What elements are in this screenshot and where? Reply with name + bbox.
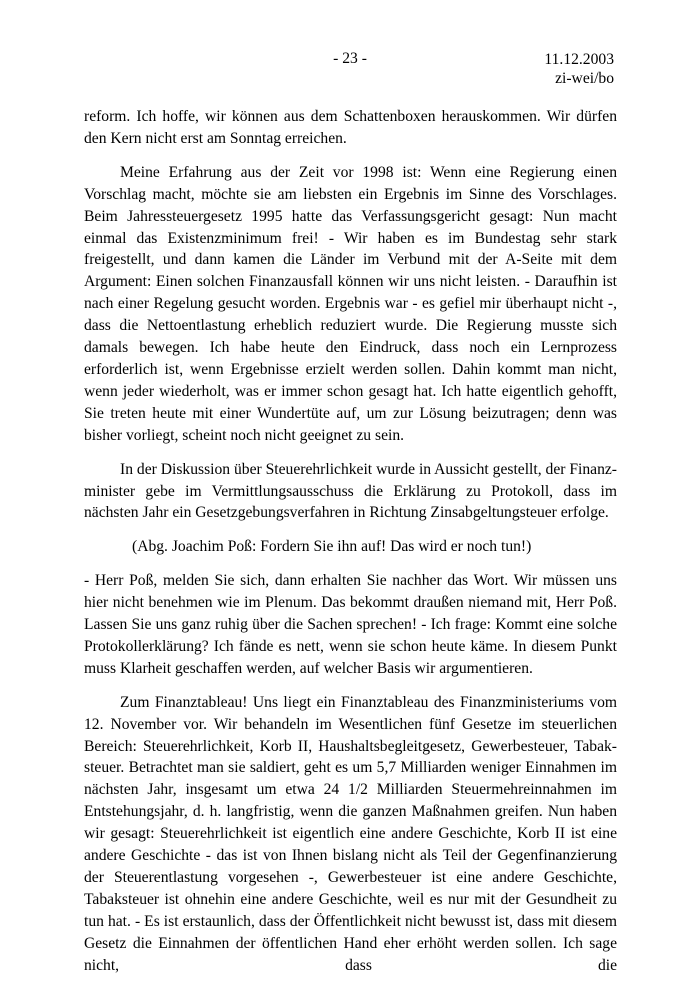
header-date: 11.12.2003 [544, 51, 614, 68]
paragraph: reform. Ich hoffe, wir können aus dem Schattenboxen herauskommen. Wir dürfen den Kern nicht erst am Sonntag erreichen. [84, 108, 617, 147]
paragraph: Meine Erfahrung aus der Zeit vor 1998 ist: Wenn eine Regierung einen Vorschlag macht, möchte sie am liebsten ein Ergebnis im Sinne des Vorschlages. Beim Jahressteuergesetz 1995 hatte das Verfassungsgericht gesagt: Nun macht einmal das Existenzminimum frei! - Wir haben es im Bundestag sehr stark freigestellt, und dann kamen die Länder im Verbund mit der A-Seite mit dem Argument: Einen solchen Finanzausfall können wir uns nicht leisten. - Daraufhin ist nach einer Regelung gesucht worden. Ergebnis war - es gefiel mir überhaupt nicht -, dass die Nettoentlastung erheblich reduziert wurde. Die Regierung musste sich damals bewegen. Ich habe heute den Eindruck, dass noch ein Lernprozess erforderlich ist, wenn Ergebnisse erzielt werden sollen. Dahin kommt man nicht, wenn jeder wiederholt, was er immer schon gesagt hat. Ich hatte eigentlich gehofft, Sie treten heute mit einer Wundertüte auf, um zur Lösung beizutragen; denn was bisher vorliegt, scheint noch nicht geeignet zu sein. [84, 163, 617, 444]
page-number: - 23 - [333, 50, 367, 67]
header-meta [544, 50, 614, 88]
document-body [84, 106, 617, 989]
header-reference: zi-wei/bo [555, 70, 614, 87]
interjection: (Abg. Joachim Poß: Fordern Sie ihn auf! Das wird er noch tun!) [132, 538, 532, 556]
paragraph: In der Diskussion über Steuerehrlichkeit wurde in Aussicht gestellt, der Finanzminister gebe im Vermittlungsausschuss die Erklärung zu Protokoll, dass im nächsten Jahr ein Gesetzgebungsverfahren in Richtung Zinsabgeltungsteuer erfolge. [84, 460, 617, 522]
paragraph: - Herr Poß, melden Sie sich, dann erhalten Sie nachher das Wort. Wir müssen uns hier nicht benehmen wie im Plenum. Das bekommt draußen niemand mit, Herr Poß. Lassen Sie uns ganz ruhig über die Sachen sprechen! - Ich frage: Kommt eine solche Protokollerklärung? Ich fände es nett, wenn sie schon heute käme. In diesem Punkt muss Klarheit geschaffen werden, auf welcher Basis wir argumentieren. [84, 572, 617, 677]
paragraph: Zum Finanztableau! Uns liegt ein Finanztableau des Finanzministeriums vom 12. November vor. Wir behandeln im Wesentlichen fünf Gesetze im steuerlichen Bereich: Steuerehrlichkeit, Korb II, Haushaltsbegleitgesetz, Gewerbesteuer, Tabaksteuer. Betrachtet man sie saldiert, geht es um 5,7 Milliarden weniger Einnahmen im nächsten Jahr, insgesamt um etwa 24 1/2 Milliarden Steuermehreinnahmen im Entstehungsjahr, d. h. langfristig, wenn die ganzen Maßnahmen greifen. Nun haben wir gesagt: Steuerehrlichkeit ist eigentlich eine andere Geschichte, Korb II ist eine andere Geschichte - das ist von Ihnen bislang nicht als Teil der Gegenfinanzierung der Steuerentlastung vorgesehen -, Gewerbesteuer ist eine andere Geschichte, Tabaksteuer ist ohnehin eine andere Geschichte, weil es nur mit der Gesundheit zu tun hat. - Es ist erstaunlich, dass der Öffentlichkeit nicht bewusst ist, dass mit diesem Gesetz die Einnahmen der öffentlichen Hand eher erhöht werden sollen. Ich sage nicht, dass die [84, 693, 617, 974]
